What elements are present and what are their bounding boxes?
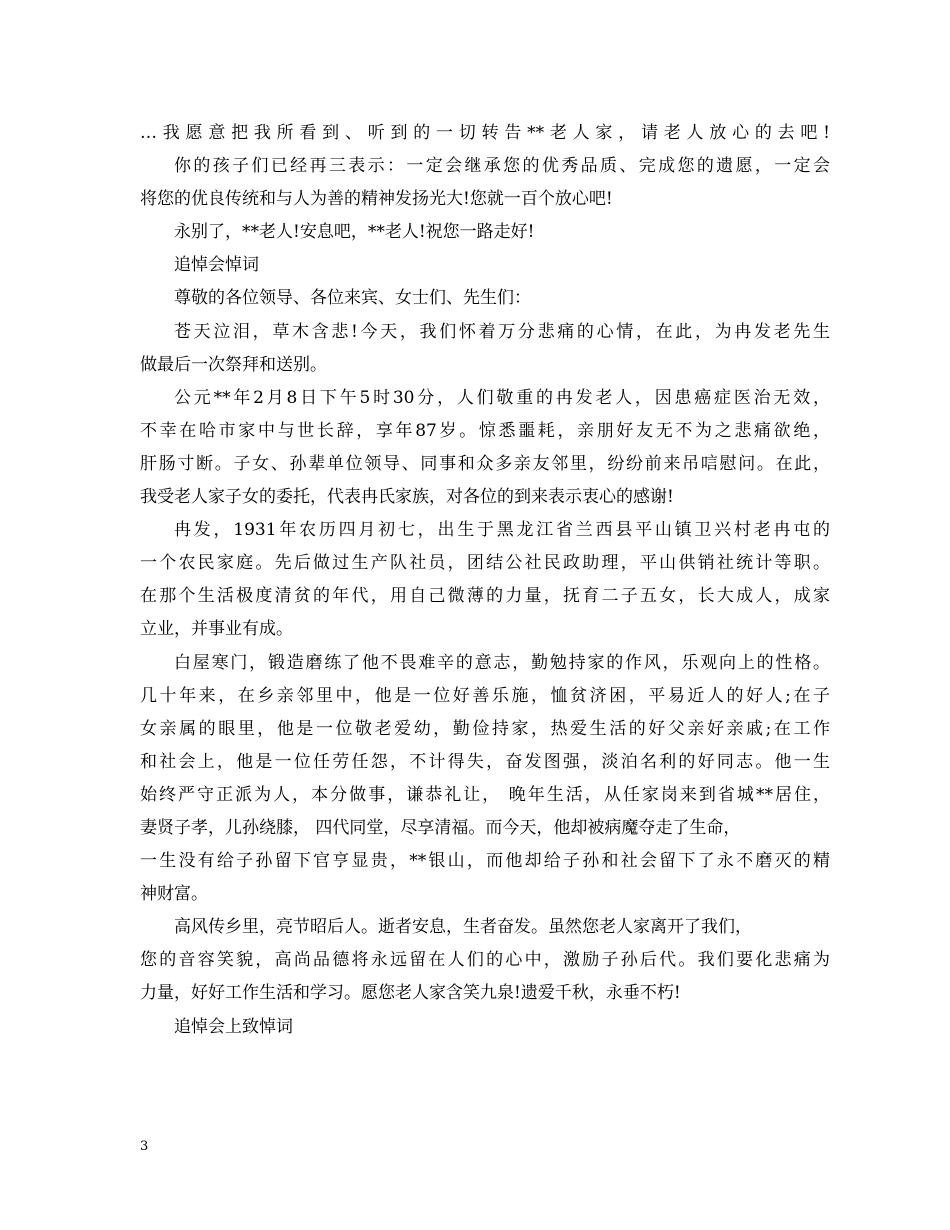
- text-line: 苍天泣泪，草木含悲!今天，我们怀着万分悲痛的心情，在此，为冉发老先生: [174, 321, 830, 342]
- text-line: 力量，好好工作生活和学习。愿您老人家含笑九泉!遗爱千秋，永垂不朽!: [140, 983, 681, 1004]
- text-line: 女亲属的眼里，他是一位敬老爱幼，勤俭持家，热爱生活的好父亲好亲戚;在工作: [140, 718, 830, 739]
- text-line: 白屋寒门，锻造磨练了他不畏难辛的意志，勤勉持家的作风，乐观向上的性格。: [174, 652, 830, 673]
- body-text: [140, 117, 830, 1044]
- text-line: 将您的优良传统和与人为善的精神发扬光大!您就一百个放心吧!: [140, 189, 613, 210]
- section-heading: 追悼会悼词: [174, 255, 259, 276]
- text-line: 冉发，1931年农历四月初七，出生于黑龙江省兰西县平山镇卫兴村老冉屯的: [174, 520, 830, 541]
- text-line: 不幸在哈市家中与世长辞，享年87岁。惊悉噩耗，亲朋好友无不为之悲痛欲绝，: [140, 420, 830, 441]
- page-number: 3: [140, 1139, 149, 1154]
- text-line: …我愿意把我所看到、听到的一切转告**老人家，请老人放心的去吧!: [140, 123, 830, 143]
- text-line: 立业，并事业有成。: [140, 619, 293, 640]
- text-line: 做最后一次祭拜和送别。: [140, 354, 327, 375]
- text-line: 和社会上，他是一位任劳任怨，不计得失，奋发图强，淡泊名利的好同志。他一生: [140, 751, 830, 772]
- text-line: 一个农民家庭。先后做过生产队社员，团结公社民政助理，平山供销社统计等职。: [140, 553, 830, 574]
- text-line: 一生没有给子孙留下官亨显贵，**银山，而他却给子孙和社会留下了永不磨灭的精: [140, 851, 830, 872]
- text-line: 妻贤子孝，儿孙绕膝， 四代同堂，尽享清福。而今天，他却被病魔夺走了生命，: [140, 817, 741, 838]
- text-line: 您的音容笑貌，高尚品德将永远留在人们的心中，激励子孙后代。我们要化悲痛为: [140, 950, 830, 971]
- text-line: 神财富。: [140, 884, 208, 905]
- text-line: 在那个生活极度清贫的年代，用自己微薄的力量，抚育二子五女，长大成人，成家: [140, 586, 830, 607]
- salutation: 尊敬的各位领导、各位来宾、女士们、先生们：: [174, 288, 531, 309]
- text-line: 你的孩子们已经再三表示：一定会继承您的优秀品质、完成您的遗愿，一定会: [174, 156, 830, 177]
- section-heading: 追悼会上致悼词: [174, 1016, 293, 1037]
- text-line: 公元**年2月8日下午5时30分，人们敬重的冉发老人，因患癌症医治无效，: [174, 387, 830, 408]
- text-line: 始终严守正派为人，本分做事，谦恭礼让， 晚年生活，从任家岗来到省城**居住，: [140, 784, 830, 805]
- text-line: 几十年来，在乡亲邻里中，他是一位好善乐施，恤贫济困，平易近人的好人;在子: [140, 685, 830, 706]
- text-line: 我受老人家子女的委托，代表冉氏家族，对各位的到来表示衷心的感谢!: [140, 487, 674, 508]
- text-line: 高风传乡里，亮节昭后人。逝者安息，生者奋发。虽然您老人家离开了我们，: [174, 917, 752, 938]
- text-line: 肝肠寸断。子女、孙辈单位领导、同事和众多亲友邻里，纷纷前来吊唁慰问。在此，: [140, 453, 830, 474]
- text-line: 永别了，**老人!安息吧，**老人!祝您一路走好!: [174, 222, 535, 243]
